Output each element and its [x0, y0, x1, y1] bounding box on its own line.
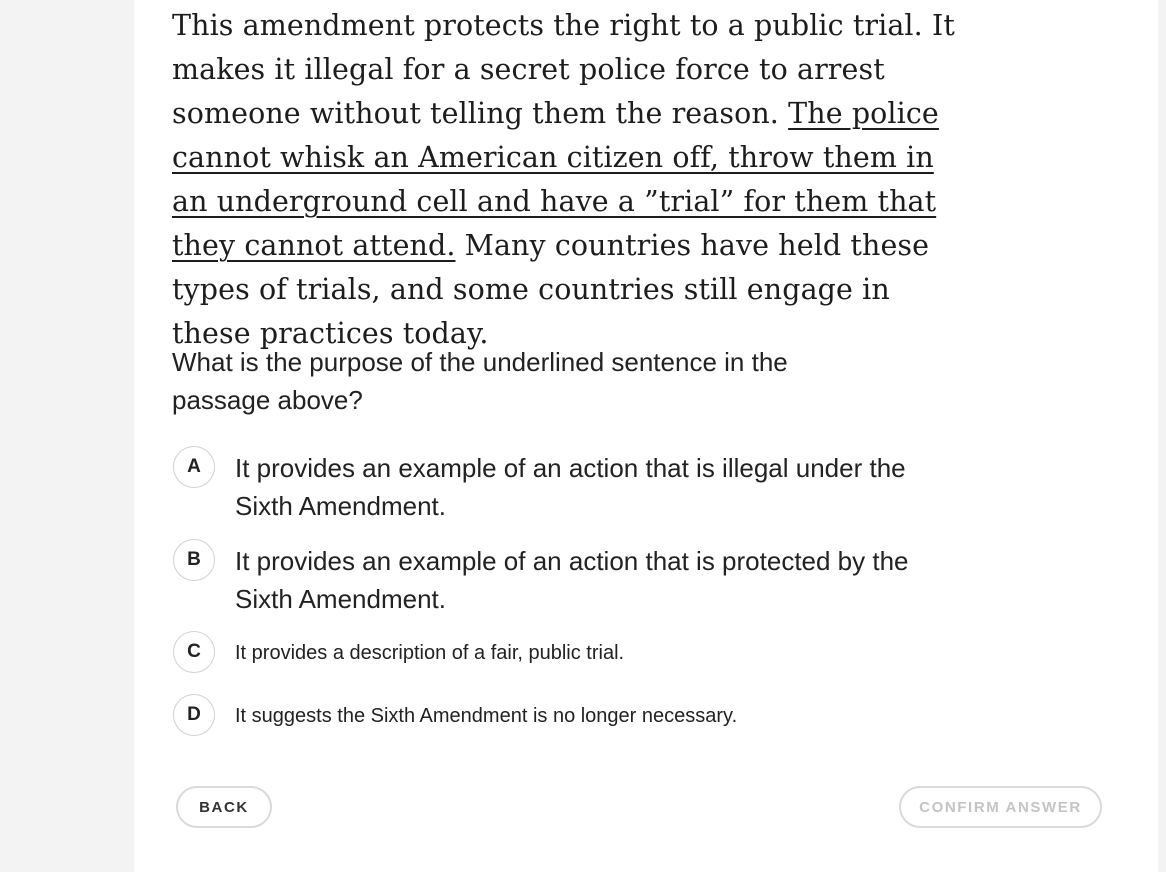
choice-b-letter-badge[interactable]: B — [173, 539, 215, 581]
confirm-answer-button[interactable]: CONFIRM ANSWER — [899, 786, 1102, 828]
question-prompt: What is the purpose of the underlined sentence in the passage above? — [172, 347, 788, 415]
passage-underlined-sentence: The police cannot whisk an American citizen off, throw them in an underground cell and have a ”trial” for them that they cannot attend. — [172, 97, 939, 262]
choice-a-letter-badge[interactable]: A — [173, 446, 215, 488]
passage-intro: This amendment protects the right to a public trial. It makes it illegal for a secret police force to arrest someone without telling them the reason. — [172, 9, 955, 130]
passage — [172, 4, 962, 356]
choice-d-letter-badge[interactable]: D — [173, 694, 215, 736]
passage-conclusion: Many countries have held these types of trials, and some countries still engage in these practices today. — [172, 229, 930, 350]
choice-d-text[interactable]: It suggests the Sixth Amendment is no longer necessary. — [235, 705, 738, 727]
choice-c-letter-badge[interactable]: C — [173, 631, 215, 673]
choice-a-text[interactable]: It provides an example of an action that is illegal under the Sixth Amendment. — [235, 453, 906, 521]
left-gutter — [0, 0, 134, 872]
back-button[interactable]: BACK — [176, 786, 272, 828]
right-edge — [1158, 0, 1166, 872]
choice-c-text[interactable]: It provides a description of a fair, public trial. — [235, 642, 625, 664]
choice-b-text[interactable]: It provides an example of an action that is protected by the Sixth Amendment. — [235, 546, 909, 614]
